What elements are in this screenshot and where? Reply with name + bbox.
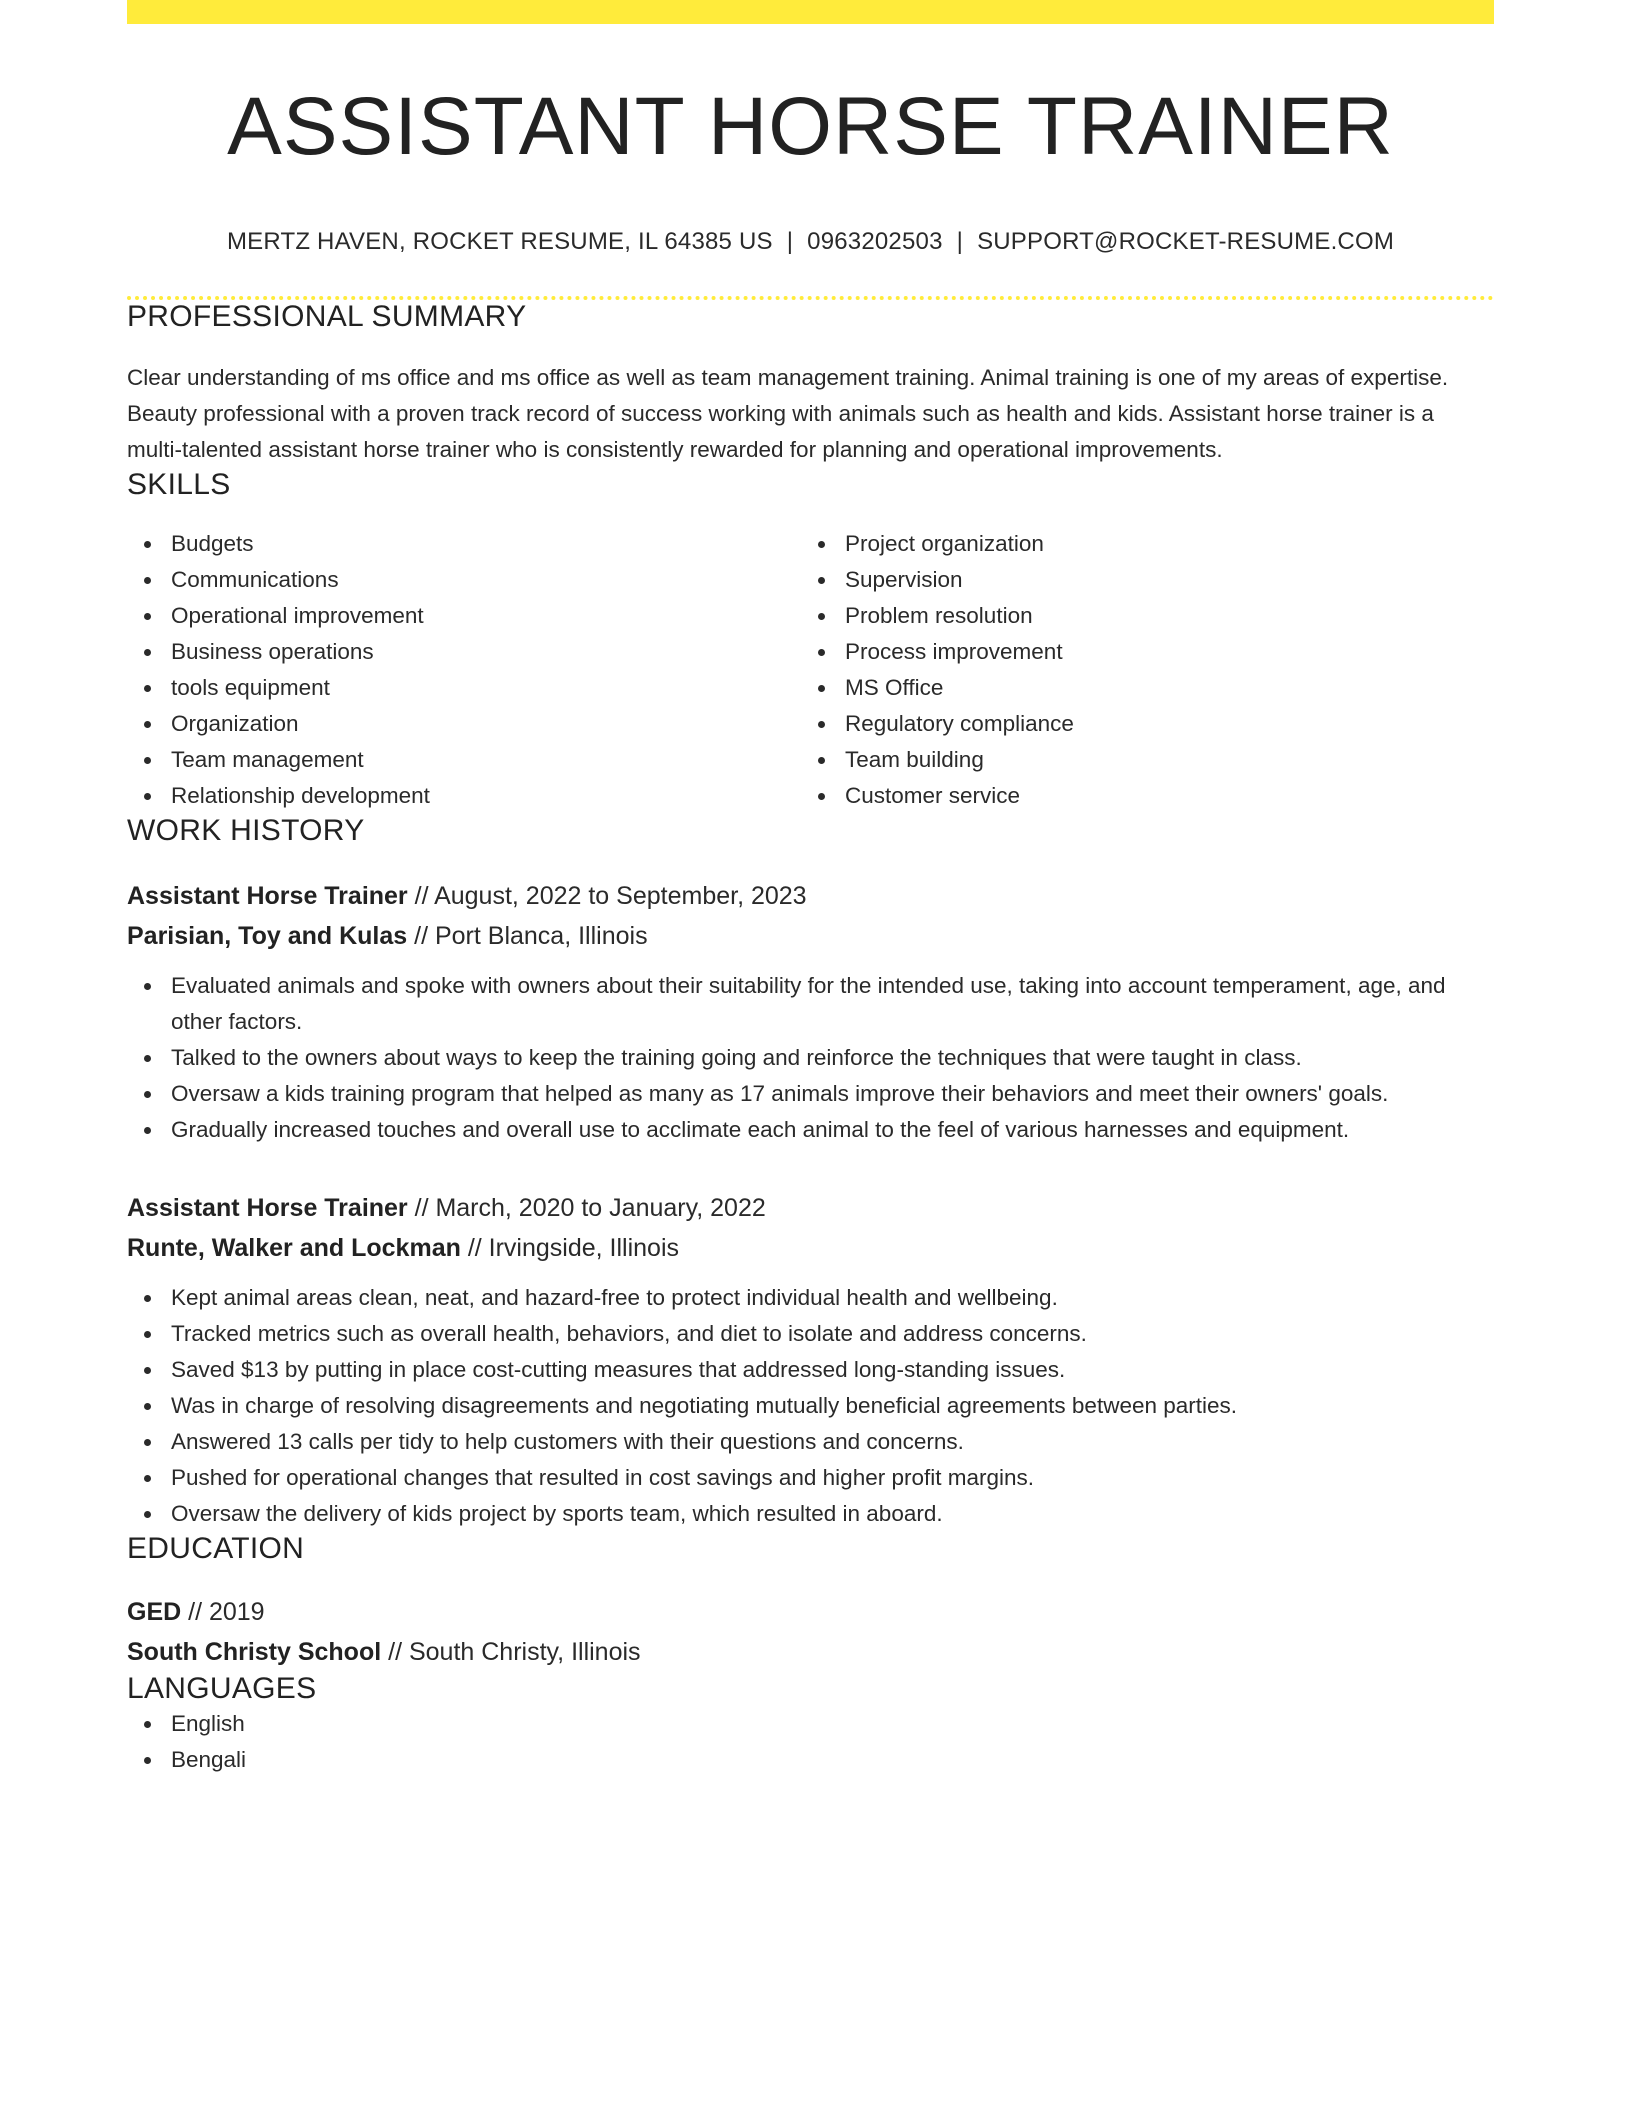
- job-bullet: Answered 13 calls per tidy to help customers with their questions and concerns.: [127, 1424, 1494, 1460]
- job-dates: // March, 2020 to January, 2022: [407, 1194, 766, 1222]
- job-company-line: [127, 1228, 1494, 1268]
- summary-text: Clear understanding of ms office and ms office as well as team management training. Animal training is one of my areas of expertise. Beauty professional with a proven track record of success working with animals such as health and kids. Assistant horse trainer is a multi-talented assistant horse trainer who is consistently rewarded for planning and operational improvements.: [127, 365, 1449, 462]
- job-role: Assistant Horse Trainer: [127, 1194, 408, 1222]
- languages-heading: LANGUAGES: [127, 1672, 317, 1705]
- contact-phone: 0963202503: [807, 228, 943, 255]
- job-entry: [127, 876, 1494, 1148]
- skills-column-right: [801, 526, 1475, 814]
- skill-item: Project organization: [801, 526, 1475, 562]
- resume-page: [127, 0, 1494, 1778]
- language-item: Bengali: [127, 1742, 1494, 1778]
- education-degree: GED: [127, 1598, 182, 1626]
- skill-item: Communications: [127, 562, 801, 598]
- job-bullet: Oversaw the delivery of kids project by sports team, which resulted in aboard.: [127, 1496, 1494, 1532]
- education-location: // South Christy, Illinois: [381, 1638, 641, 1666]
- skill-item: Team management: [127, 742, 801, 778]
- job-location: // Irvingside, Illinois: [460, 1234, 680, 1262]
- skill-item: Customer service: [801, 778, 1475, 814]
- job-bullet: Evaluated animals and spoke with owners about their suitability for the intended use, taking into account temperament, age, and other factors.: [127, 968, 1494, 1040]
- skill-item: Business operations: [127, 634, 801, 670]
- education-entry: [127, 1592, 1494, 1672]
- job-title-line: [127, 1188, 1494, 1228]
- education-heading: EDUCATION: [127, 1532, 305, 1565]
- job-company-line: [127, 916, 1494, 956]
- job-bullet: Saved $13 by putting in place cost-cutting measures that addressed long-standing issues.: [127, 1352, 1494, 1388]
- languages-list: [127, 1706, 1494, 1778]
- skill-item: tools equipment: [127, 670, 801, 706]
- skill-item: Regulatory compliance: [801, 706, 1475, 742]
- contact-address: MERTZ HAVEN, ROCKET RESUME, IL 64385 US: [226, 228, 773, 255]
- education-school-line: [127, 1632, 1494, 1672]
- job-bullet: Kept animal areas clean, neat, and hazard-free to protect individual health and wellbeing.: [127, 1280, 1494, 1316]
- job-bullet: Oversaw a kids training program that helped as many as 17 animals improve their behaviors and meet their owners' goals.: [127, 1076, 1494, 1112]
- skill-item: Budgets: [127, 526, 801, 562]
- language-item: English: [127, 1706, 1494, 1742]
- contact-separator: |: [956, 228, 964, 255]
- skills-heading: SKILLS: [127, 468, 231, 501]
- job-title-line: [127, 876, 1494, 916]
- skills-grid: [127, 526, 1494, 814]
- work-history-heading: WORK HISTORY: [127, 814, 365, 847]
- job-bullets: [127, 1280, 1494, 1532]
- skill-item: Operational improvement: [127, 598, 801, 634]
- job-entry: [127, 1188, 1494, 1532]
- skill-item: Team building: [801, 742, 1475, 778]
- job-company: Runte, Walker and Lockman: [127, 1234, 461, 1262]
- job-company: Parisian, Toy and Kulas: [127, 922, 408, 950]
- education-school: South Christy School: [127, 1638, 382, 1666]
- skills-column-left: [127, 526, 801, 814]
- job-role: Assistant Horse Trainer: [127, 882, 408, 910]
- job-bullet: Tracked metrics such as overall health, behaviors, and diet to isolate and address concerns.: [127, 1316, 1494, 1352]
- candidate-name: ASSISTANT HORSE TRAINER: [227, 81, 1394, 172]
- job-bullets: [127, 968, 1494, 1148]
- contact-email: SUPPORT@ROCKET-RESUME.COM: [977, 228, 1395, 255]
- skill-item: Supervision: [801, 562, 1475, 598]
- job-bullet: Pushed for operational changes that resulted in cost savings and higher profit margins.: [127, 1460, 1494, 1496]
- job-dates: // August, 2022 to September, 2023: [407, 882, 807, 910]
- skill-item: Organization: [127, 706, 801, 742]
- education-degree-line: [127, 1592, 1494, 1632]
- skill-item: Relationship development: [127, 778, 801, 814]
- job-location: // Port Blanca, Illinois: [407, 922, 648, 950]
- job-bullet: Gradually increased touches and overall use to acclimate each animal to the feel of various harnesses and equipment.: [127, 1112, 1494, 1148]
- education-year: // 2019: [181, 1598, 265, 1626]
- contact-separator: |: [786, 228, 794, 255]
- skill-item: Problem resolution: [801, 598, 1475, 634]
- contact-line: [127, 228, 1494, 256]
- summary-heading: PROFESSIONAL SUMMARY: [127, 300, 527, 333]
- top-accent-bar: [127, 0, 1494, 24]
- skill-item: Process improvement: [801, 634, 1475, 670]
- job-bullet: Talked to the owners about ways to keep the training going and reinforce the techniques that were taught in class.: [127, 1040, 1494, 1076]
- skill-item: MS Office: [801, 670, 1475, 706]
- job-bullet: Was in charge of resolving disagreements and negotiating mutually beneficial agreements between parties.: [127, 1388, 1494, 1424]
